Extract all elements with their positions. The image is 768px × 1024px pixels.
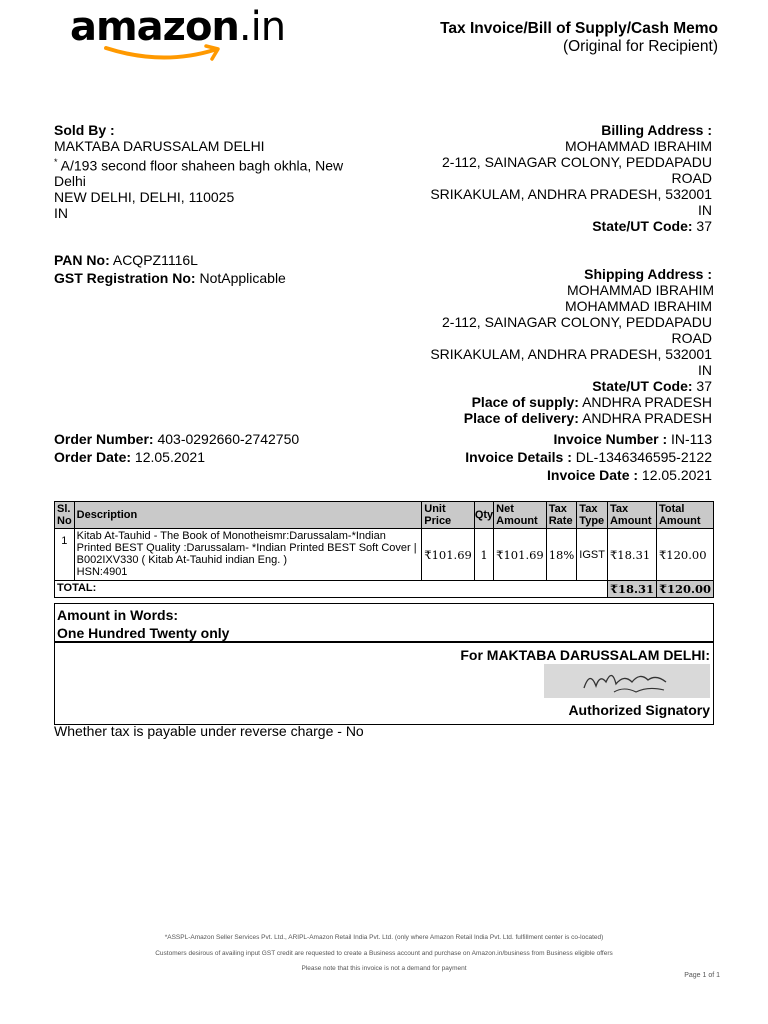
place-of-supply-label: Place of supply: [471, 394, 579, 410]
col-sl-no [55, 502, 75, 529]
invoice-details-value: DL-1346346595-2122 [575, 449, 712, 465]
footer-line1: *ASSPL-Amazon Seller Services Pvt. Ltd., ARIPL-Amazon Retail India Pvt. Ltd. (only where Amazon Retail India Pvt. Ltd. fulfillment center is co-located) [164, 934, 604, 941]
col-tax-type-line2: Type [579, 515, 605, 527]
authorized-signatory-label: Authorized Signatory [568, 702, 710, 718]
invoice-date-label: Invoice Date : [547, 467, 639, 483]
seller-address-line3: NEW DELHI, DELHI, 110025 [54, 189, 235, 205]
invoice-details-row [465, 449, 712, 465]
col-unit-price-line2: Price [424, 515, 452, 527]
col-total-amount-line1: Total [658, 503, 685, 515]
row-unit-price: ₹101.69 [422, 529, 475, 581]
page-number: Page 1 of 1 [684, 972, 720, 979]
table-row [55, 529, 714, 581]
billing-address-line3: SRIKAKULAM, ANDHRA PRADESH, 532001 [430, 186, 712, 202]
pan-label: PAN No: [54, 252, 110, 268]
gst-label: GST Registration No: [54, 270, 196, 286]
place-of-delivery-label: Place of delivery: [463, 410, 579, 426]
signature-image [544, 664, 710, 698]
order-number-row [54, 431, 299, 447]
col-net-amount [494, 502, 547, 529]
invoice-number-label: Invoice Number : [553, 431, 668, 447]
col-net-amount-line1: Net [496, 503, 514, 515]
billing-state-code: 37 [696, 218, 712, 234]
col-tax-rate [546, 502, 577, 529]
invoice-items-table [54, 501, 714, 598]
total-amount: ₹120.00 [656, 581, 713, 598]
col-net-amount-line2: Amount [496, 515, 538, 527]
invoice-number-value: IN-113 [671, 431, 712, 447]
shipping-name-2: MOHAMMAD IBRAHIM [565, 298, 712, 314]
col-tax-rate-line2: Rate [548, 515, 573, 527]
reverse-charge-note: Whether tax is payable under reverse charge - No [54, 723, 364, 739]
invoice-subtitle: (Original for Recipient) [562, 38, 718, 55]
shipping-state-code: 37 [696, 378, 712, 394]
col-tax-amount [607, 502, 656, 529]
place-of-delivery-row [464, 410, 712, 426]
invoice-date-value: 12.05.2021 [641, 467, 712, 483]
table-total-row [55, 581, 714, 598]
col-description: Description [74, 502, 422, 529]
total-tax-amount: ₹18.31 [607, 581, 656, 598]
invoice-number-row [554, 431, 712, 447]
row-description-line1: Kitab At-Tauhid - The Book of Monotheismr:Darussalam-*Indian [76, 530, 386, 542]
shipping-address-line2: ROAD [671, 330, 712, 346]
shipping-name-1: MOHAMMAD IBRAHIM [567, 282, 714, 298]
seller-address-text: A/193 second floor shaheen bagh okhla, New [60, 157, 344, 174]
amount-in-words-box [54, 603, 714, 643]
col-sl-no-line2: No [57, 515, 72, 527]
seller-address-line1 [54, 154, 343, 174]
gst-row [54, 270, 286, 286]
logo-main-text: amazon [70, 4, 239, 50]
order-number-value: 403-0292660-2742750 [157, 431, 300, 447]
seller-address-star: * [54, 157, 58, 167]
total-label: TOTAL: [55, 581, 608, 598]
amount-in-words-label: Amount in Words: [57, 607, 179, 623]
invoice-date-row [547, 467, 712, 483]
row-total-amount: ₹120.00 [656, 529, 713, 581]
amazon-smile-icon [102, 44, 222, 64]
col-sl-no-line1: Sl. [57, 503, 71, 515]
place-of-supply-value: ANDHRA PRADESH [582, 394, 712, 410]
row-description-line3: B002IXV330 ( Kitab At-Tauhid indian Eng. ) [76, 554, 288, 566]
order-date-value: 12.05.2021 [134, 449, 205, 465]
footer-line2: Customers desirous of availing input GST credit are requested to create a Business account and purchase on Amazon.in/business from Business eligible offers [155, 950, 613, 957]
billing-address-line2: ROAD [671, 170, 712, 186]
billing-address-label: Billing Address : [601, 122, 712, 138]
col-tax-type [577, 502, 608, 529]
seller-address-line2: Delhi [54, 173, 86, 189]
place-of-supply-row [472, 394, 712, 410]
billing-state-label: State/UT Code: [592, 218, 693, 234]
order-date-row [54, 449, 205, 465]
gst-value: NotApplicable [199, 270, 286, 286]
invoice-title: Tax Invoice/Bill of Supply/Cash Memo [440, 20, 718, 37]
order-date-label: Order Date: [54, 449, 132, 465]
billing-state-row [592, 218, 712, 234]
pan-row [54, 252, 198, 268]
amount-in-words-value: One Hundred Twenty only [57, 625, 230, 641]
billing-name: MOHAMMAD IBRAHIM [565, 138, 712, 154]
footer-line3: Please note that this invoice is not a demand for payment [301, 965, 467, 972]
for-seller-label: For MAKTABA DARUSSALAM DELHI: [460, 647, 710, 663]
table-header-row [55, 502, 714, 529]
col-tax-rate-line1: Tax [548, 503, 567, 515]
col-tax-type-line1: Tax [579, 503, 598, 515]
shipping-address-line3: SRIKAKULAM, ANDHRA PRADESH, 532001 [430, 346, 712, 362]
col-unit-price-line1: Unit [424, 503, 446, 515]
place-of-delivery-value: ANDHRA PRADESH [582, 410, 712, 426]
shipping-country: IN [698, 362, 712, 378]
shipping-address-label: Shipping Address : [584, 266, 712, 282]
row-qty: 1 [474, 529, 493, 581]
billing-country: IN [698, 202, 712, 218]
row-tax-rate: 18% [546, 529, 577, 581]
shipping-state-row [592, 378, 712, 394]
row-tax-type: IGST [577, 529, 608, 581]
order-number-label: Order Number: [54, 431, 154, 447]
logo-suffix-text: .in [238, 4, 286, 50]
row-net-amount: ₹101.69 [494, 529, 547, 581]
row-description-line2: Printed BEST Quality :Darussalam- *Indian Printed BEST Soft Cover | [76, 542, 417, 554]
seller-country: IN [54, 205, 68, 221]
signature-scribble [544, 664, 710, 698]
shipping-address-line1: 2-112, SAINAGAR COLONY, PEDDAPADU [442, 314, 712, 330]
col-tax-amount-line1: Tax [609, 503, 629, 515]
col-unit-price [422, 502, 475, 529]
col-total-amount [656, 502, 713, 529]
billing-address-line1: 2-112, SAINAGAR COLONY, PEDDAPADU [442, 154, 712, 170]
col-total-amount-line2: Amount [658, 515, 701, 527]
seller-name: MAKTABA DARUSSALAM DELHI [54, 138, 265, 154]
row-tax-amount: ₹18.31 [607, 529, 656, 581]
pan-value: ACQPZ1116L [112, 252, 198, 268]
row-description [74, 529, 422, 581]
sold-by-label: Sold By : [54, 122, 115, 138]
col-tax-amount-line2: Amount [609, 515, 652, 527]
invoice-details-label: Invoice Details : [465, 449, 572, 465]
col-qty: Qty [474, 502, 493, 529]
row-sl-no: 1 [55, 529, 75, 581]
amazon-logo [62, 4, 286, 70]
row-hsn: HSN:4901 [76, 566, 128, 578]
shipping-state-label: State/UT Code: [592, 378, 693, 394]
